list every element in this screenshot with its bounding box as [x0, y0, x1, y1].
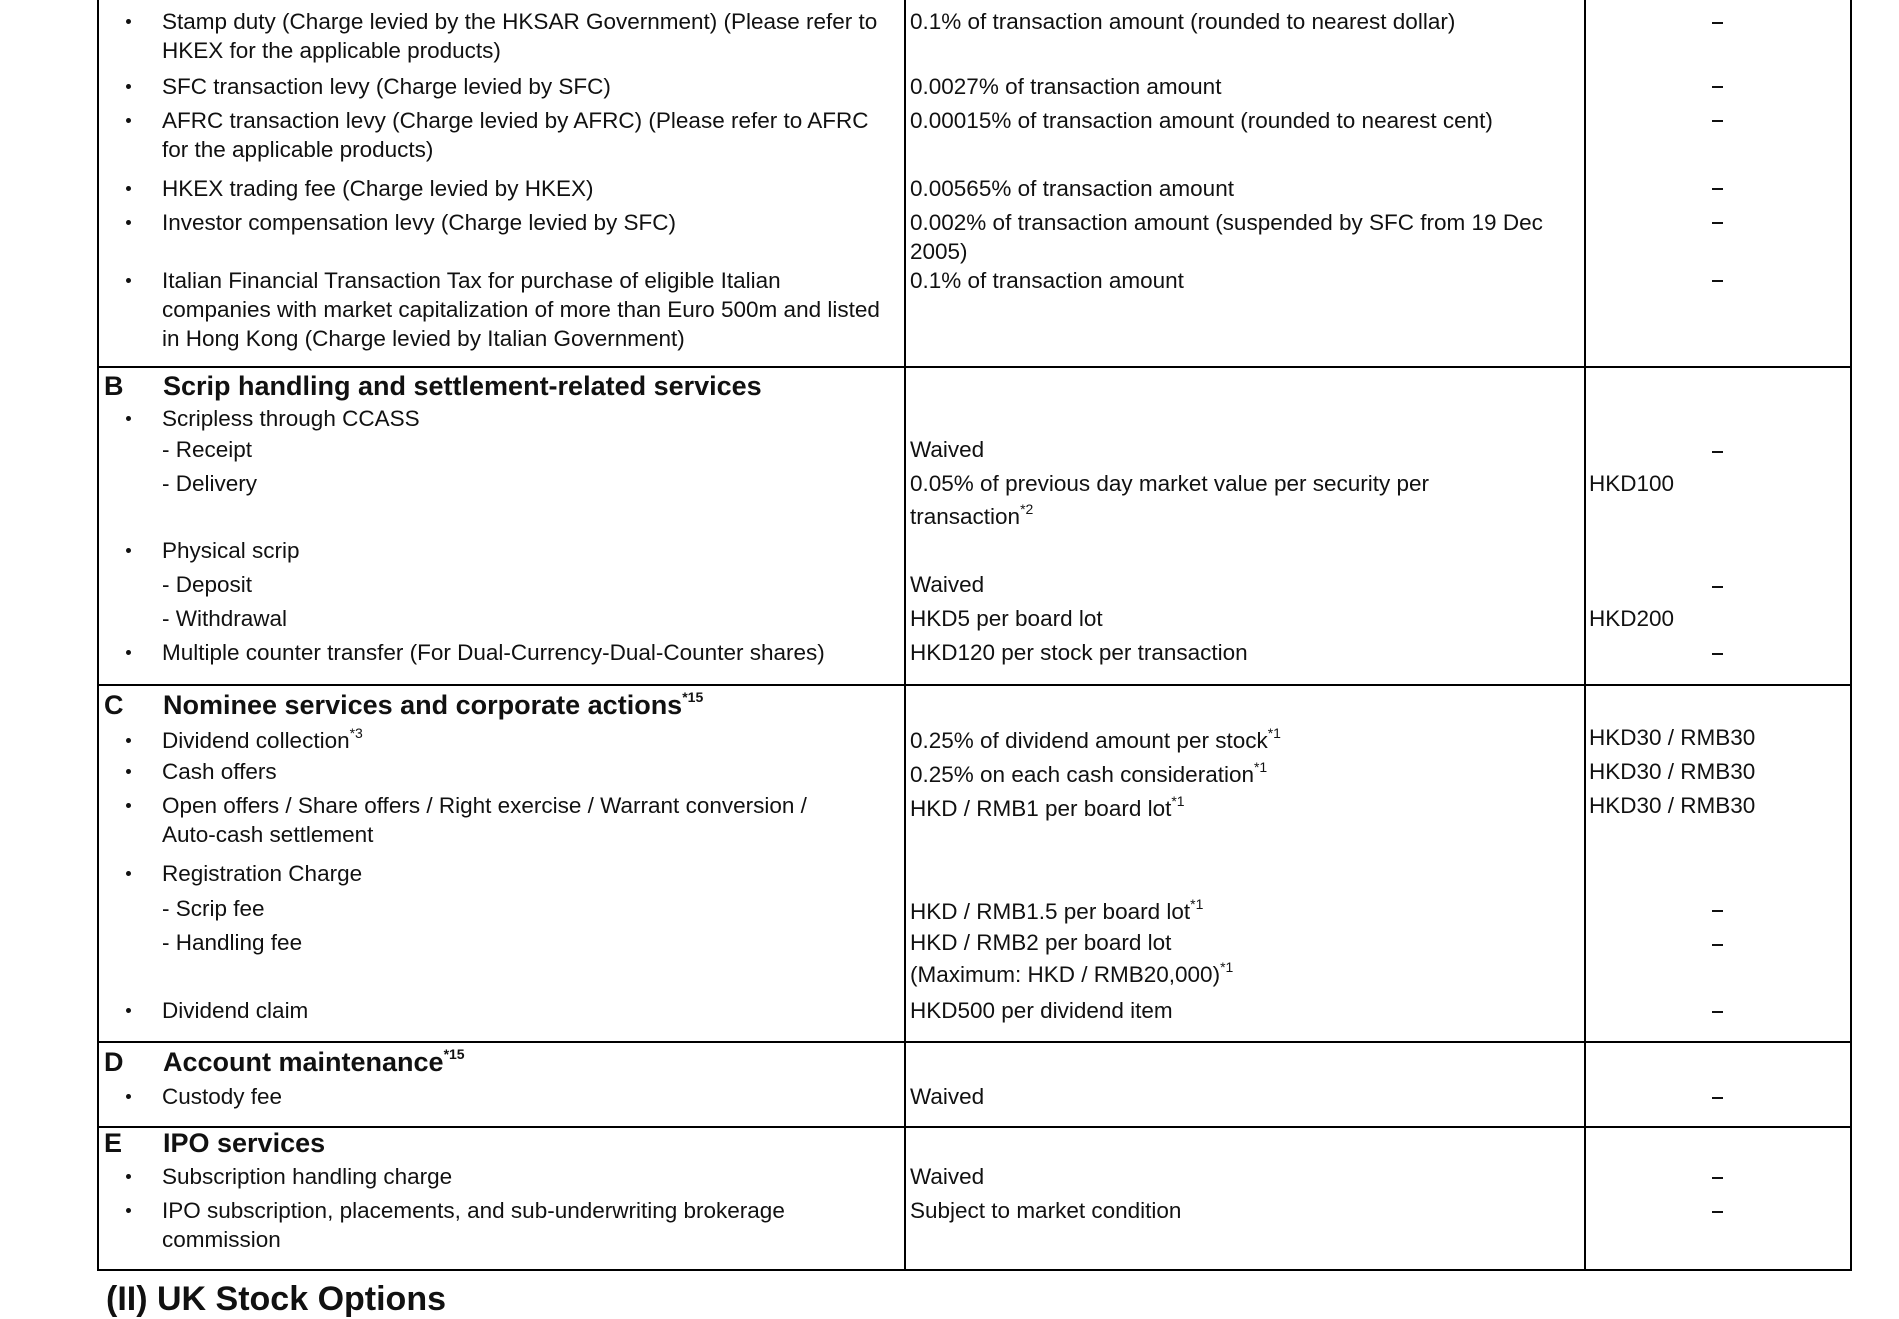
- row-description: Dividend collection$^{*3}$: [162, 724, 363, 753]
- row-description: companies with market capitalization of more than Euro 500m and listed: [162, 297, 880, 322]
- bullet-icon: [126, 1174, 131, 1179]
- section-divider-b: [97, 366, 1852, 368]
- section-letter: D: [104, 1047, 124, 1077]
- row-fee: 0.00565% of transaction amount: [910, 176, 1234, 201]
- row-description: Subscription handling charge: [162, 1164, 453, 1189]
- row-description: for the applicable products): [162, 137, 434, 162]
- section-title: Nominee services and corporate actions$^{*15}$: [163, 689, 704, 720]
- row-description: Auto-cash settlement: [162, 822, 374, 847]
- row-minimum-dash: [1712, 451, 1723, 453]
- row-description: - Handling fee: [162, 930, 303, 955]
- row-fee: Waived: [910, 1084, 985, 1109]
- bullet-icon: [126, 738, 131, 743]
- next-section-heading: (II) UK Stock Options: [106, 1280, 446, 1318]
- bullet-icon: [126, 871, 131, 876]
- row-fee: Waived: [910, 1164, 985, 1189]
- row-minimum-dash: [1712, 910, 1723, 912]
- footnote-marker: *3: [349, 724, 363, 741]
- table-col-divider-2: [1584, 0, 1586, 1271]
- row-fee: HKD500 per dividend item: [910, 998, 1173, 1023]
- section-title: Account maintenance$^{*15}$: [163, 1046, 465, 1077]
- bullet-icon: [126, 1008, 131, 1013]
- bullet-icon: [126, 278, 131, 283]
- row-minimum-dash: [1712, 1011, 1723, 1013]
- footnote-marker: *1: [1171, 792, 1185, 809]
- row-fee: 2005): [910, 239, 968, 264]
- row-minimum: HKD200: [1589, 606, 1675, 631]
- section-title: Scrip handling and settlement-related services: [163, 371, 762, 401]
- footnote-marker: *15: [682, 689, 704, 705]
- row-description: SFC transaction levy (Charge levied by SFC): [162, 74, 611, 99]
- row-description: commission: [162, 1227, 281, 1252]
- bullet-icon: [126, 1094, 131, 1099]
- row-fee: 0.1% of transaction amount: [910, 268, 1184, 293]
- row-fee: HKD / RMB2 per board lot: [910, 930, 1172, 955]
- row-minimum-dash: [1712, 944, 1723, 946]
- row-description: HKEX trading fee (Charge levied by HKEX): [162, 176, 594, 201]
- bullet-icon: [126, 84, 131, 89]
- row-fee: HKD / RMB1 per board lot$^{*1}$: [910, 792, 1185, 821]
- row-minimum: HKD100: [1589, 471, 1675, 496]
- row-description: AFRC transaction levy (Charge levied by AFRC) (Please refer to AFRC: [162, 108, 869, 133]
- row-minimum: HKD30 / RMB30: [1589, 793, 1756, 818]
- row-fee: 0.25% on each cash consideration$^{*1}$: [910, 758, 1268, 787]
- row-minimum-dash: [1712, 280, 1723, 282]
- footnote-marker: *1: [1267, 724, 1281, 741]
- section-divider-d: [97, 1041, 1852, 1043]
- row-description: Italian Financial Transaction Tax for purchase of eligible Italian: [162, 268, 781, 293]
- footnote-marker: *1: [1253, 758, 1268, 775]
- row-minimum-dash: [1712, 1211, 1723, 1213]
- footnote-marker: *2: [1020, 500, 1034, 517]
- bullet-icon: [126, 769, 131, 774]
- section-title: IPO services: [163, 1128, 326, 1158]
- row-minimum-dash: [1712, 653, 1723, 655]
- bullet-icon: [126, 220, 131, 225]
- row-minimum-dash: [1712, 222, 1723, 224]
- section-divider-c: [97, 684, 1852, 686]
- row-fee: 0.1% of transaction amount (rounded to nearest dollar): [910, 9, 1456, 34]
- row-minimum-dash: [1712, 22, 1723, 24]
- section-divider-e: [97, 1126, 1852, 1128]
- row-minimum-dash: [1712, 86, 1723, 88]
- bullet-icon: [126, 1208, 131, 1213]
- row-minimum-dash: [1712, 1097, 1723, 1099]
- row-minimum-dash: [1712, 1177, 1723, 1179]
- row-description: - Delivery: [162, 471, 258, 496]
- row-description: IPO subscription, placements, and sub-underwriting brokerage: [162, 1198, 785, 1223]
- bullet-icon: [126, 19, 131, 24]
- row-minimum-dash: [1712, 188, 1723, 190]
- row-fee: transaction$^{*2}$: [910, 500, 1034, 529]
- row-description: HKEX for the applicable products): [162, 38, 501, 63]
- row-fee: 0.25% of dividend amount per stock$^{*1}$: [910, 724, 1281, 753]
- row-fee: 0.05% of previous day market value per security per: [910, 471, 1430, 496]
- row-minimum: HKD30 / RMB30: [1589, 725, 1756, 750]
- row-minimum-dash: [1712, 120, 1723, 122]
- row-description: - Withdrawal: [162, 606, 288, 631]
- table-right-border: [1850, 0, 1852, 1271]
- row-fee: (Maximum: HKD / RMB20,000)$^{*1}$: [910, 958, 1234, 987]
- row-description: - Scrip fee: [162, 896, 265, 921]
- footnote-marker: *1: [1190, 895, 1204, 912]
- bullet-icon: [126, 118, 131, 123]
- section-letter: B: [104, 371, 124, 401]
- bullet-icon: [126, 548, 131, 553]
- row-fee: Waived: [910, 572, 985, 597]
- table-left-border: [97, 0, 99, 1271]
- row-description: Stamp duty (Charge levied by the HKSAR Government) (Please refer to: [162, 9, 878, 34]
- row-description: Physical scrip: [162, 538, 300, 563]
- bullet-icon: [126, 416, 131, 421]
- row-description: Dividend claim: [162, 998, 309, 1023]
- row-fee: HKD120 per stock per transaction: [910, 640, 1248, 665]
- bullet-icon: [126, 650, 131, 655]
- row-description: Custody fee: [162, 1084, 283, 1109]
- row-description: Open offers / Share offers / Right exercise / Warrant conversion /: [162, 793, 807, 818]
- row-description: Multiple counter transfer (For Dual-Currency-Dual-Counter shares): [162, 640, 825, 665]
- row-description: - Receipt: [162, 437, 253, 462]
- bullet-icon: [126, 186, 131, 191]
- row-description: Investor compensation levy (Charge levied by SFC): [162, 210, 676, 235]
- row-description: - Deposit: [162, 572, 253, 597]
- table-bottom-border: [97, 1269, 1852, 1271]
- row-minimum: HKD30 / RMB30: [1589, 759, 1756, 784]
- row-description: Cash offers: [162, 759, 277, 784]
- row-minimum-dash: [1712, 586, 1723, 588]
- row-fee: HKD / RMB1.5 per board lot$^{*1}$: [910, 895, 1204, 924]
- row-fee: HKD5 per board lot: [910, 606, 1103, 631]
- row-fee: 0.00015% of transaction amount (rounded to nearest cent): [910, 108, 1493, 133]
- row-description: Scripless through CCASS: [162, 406, 420, 431]
- bullet-icon: [126, 803, 131, 808]
- footnote-marker: *1: [1220, 958, 1234, 975]
- row-description: Registration Charge: [162, 861, 363, 886]
- row-fee: Waived: [910, 437, 985, 462]
- footnote-marker: *15: [443, 1046, 465, 1062]
- table-col-divider-1: [904, 0, 906, 1271]
- section-letter: E: [104, 1128, 123, 1158]
- row-fee: 0.0027% of transaction amount: [910, 74, 1222, 99]
- row-fee: Subject to market condition: [910, 1198, 1182, 1223]
- row-description: in Hong Kong (Charge levied by Italian Government): [162, 326, 685, 351]
- row-fee: 0.002% of transaction amount (suspended by SFC from 19 Dec: [910, 210, 1543, 235]
- section-letter: C: [104, 690, 124, 720]
